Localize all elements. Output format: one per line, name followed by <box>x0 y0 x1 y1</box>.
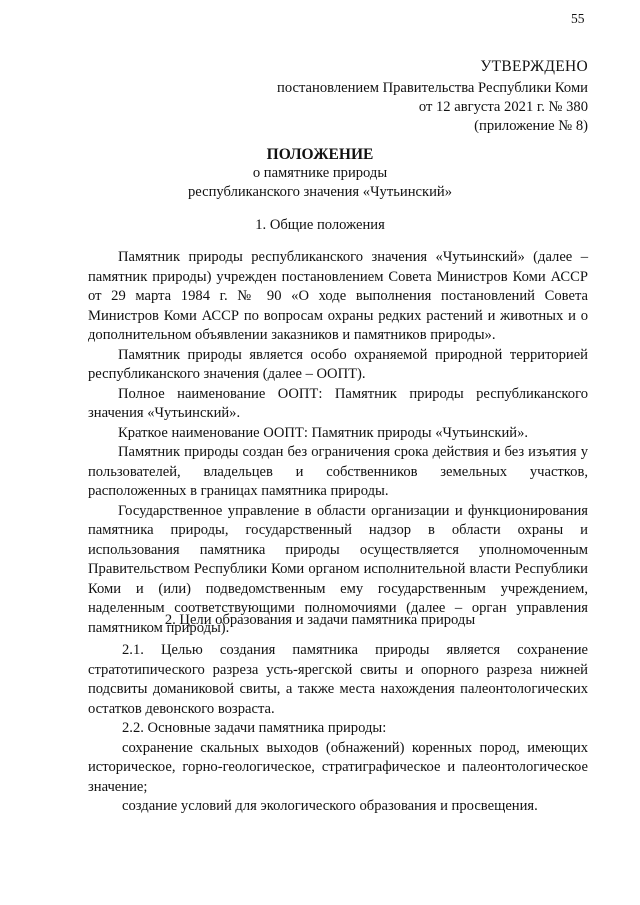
paragraph: Краткое наименование ООПТ: Памятник природы «Чутьинский». <box>118 424 529 441</box>
document-title: ПОЛОЖЕНИЕ <box>266 146 374 163</box>
paragraph: сохранение скальных выходов (обнажений) коренных пород, имеющих историческое, горно-геологическое, стратиграфическое и палеонтологическое значение; <box>88 739 588 795</box>
paragraph: Полное наименование ООПТ: Памятник природы республиканского значения «Чутьинский». <box>88 385 588 421</box>
section-1-body <box>88 248 588 638</box>
approval-title: УТВЕРЖДЕНО <box>480 58 588 75</box>
document-subtitle-1: о памятнике природы <box>252 165 388 181</box>
section-1-heading: 1. Общие положения <box>255 217 385 233</box>
document-header <box>0 145 640 202</box>
approval-line-3: (приложение № 8) <box>474 118 588 134</box>
paragraph: Памятник природы является особо охраняемой природной территорией республиканского значения (далее – ООПТ). <box>88 346 588 382</box>
approval-line-1: постановлением Правительства Республики Коми <box>277 80 588 96</box>
paragraph: Государственное управление в области организации и функционирования памятника природы, государственный надзор в области охраны и использования памятника природы осуществляется уполномоченным Правительством Республики Коми органом исполнительной власти Республики Коми и (или) подведомственным ему государственным учреждением, наделенным соответствующими полномочиями (далее – орган управления памятником природы). <box>88 502 588 636</box>
document-subtitle-2: республиканского значения «Чутьинский» <box>187 184 452 200</box>
section-2-heading: 2. Цели образования и задачи памятника природы <box>164 612 476 628</box>
approval-stamp <box>277 57 588 136</box>
section-2-body <box>88 641 588 817</box>
paragraph: 2.1. Целью создания памятника природы является сохранение стратотипического разреза усть-ярегской свиты и опорного разреза нижней подсвиты доманиковой свиты, а также места нахождения палеонтологических остатков девонского возраста. <box>88 642 588 717</box>
paragraph: Памятник природы создан без ограничения срока действия и без изъятия у пользователей, владельцев и собственников земельных участков, расположенных в границах памятника природы. <box>88 444 588 499</box>
paragraph: создание условий для экологического образования и просвещения. <box>122 798 538 814</box>
paragraph: 2.2. Основные задачи памятника природы: <box>122 720 387 736</box>
paragraph: Памятник природы республиканского значения «Чутьинский» (далее – памятник природы) учрежден постановлением Совета Министров Коми АССР от 29 марта 1984 г. № 90 «О ходе выполнения постановлений Совета Министров Коми АССР по вопросам охраны редких растений и животных и о дополнительном объявлении заказников и памятников природы». <box>88 249 588 343</box>
approval-line-2: от 12 августа 2021 г. № 380 <box>418 99 588 115</box>
page-number: 55 <box>571 11 585 26</box>
